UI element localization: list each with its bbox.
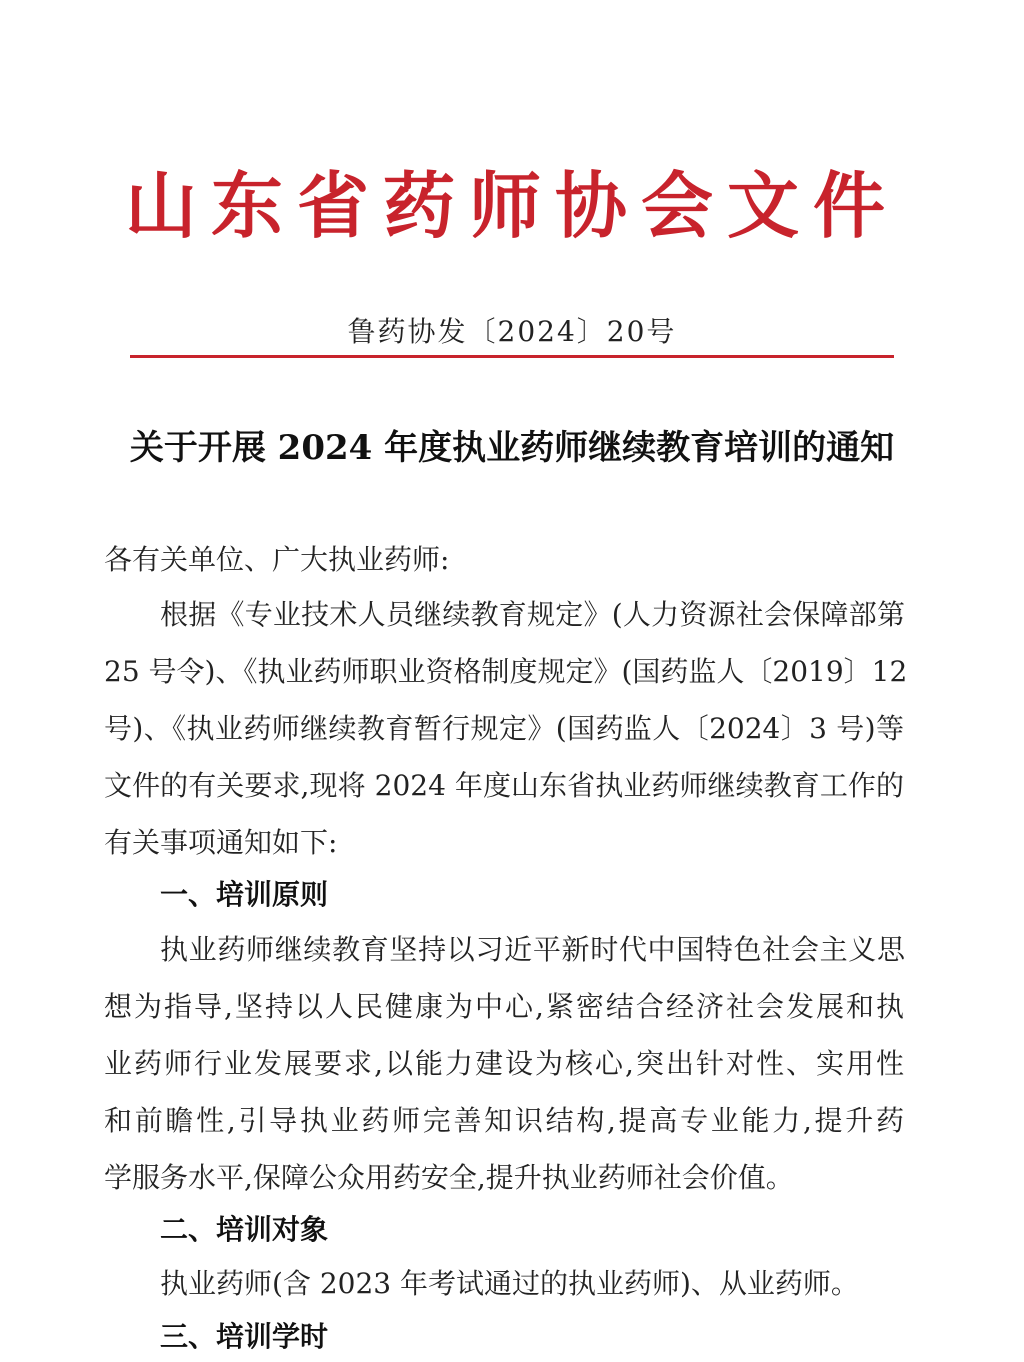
document-number: 鲁药协发〔2024〕20号 [347,315,677,348]
notice-title: 关于开展 2024 年度执业药师继续教育培训的通知 [129,428,895,468]
document-header-title: 山东省药师协会文件 [124,163,899,248]
section-line: 业药师行业发展要求,以能力建设为核心,突出针对性、实用性 [104,1047,904,1080]
red-divider-line [130,355,894,358]
section-line: 想为指导,坚持以人民健康为中心,紧密结合经济社会发展和执 [104,990,904,1023]
intro-line: 号)、《执业药师继续教育暂行规定》(国药监人〔2024〕3 号)等 [104,712,904,745]
section-line: 和前瞻性,引导执业药师完善知识结构,提高专业能力,提升药 [104,1104,904,1137]
intro-line: 有关事项通知如下: [104,826,338,859]
section-heading: 三、培训学时 [160,1320,329,1353]
section-line: 学服务水平,保障公众用药安全,提升执业药师社会价值。 [104,1161,794,1194]
section-heading: 二、培训对象 [160,1213,329,1246]
intro-line: 根据《专业技术人员继续教育规定》(人力资源社会保障部第 [160,598,905,631]
salutation: 各有关单位、广大执业药师: [104,543,450,576]
section-line: 执业药师继续教育坚持以习近平新时代中国特色社会主义思 [160,933,905,966]
intro-line: 文件的有关要求,现将 2024 年度山东省执业药师继续教育工作的 [104,769,904,802]
section-line: 执业药师(含 2023 年考试通过的执业药师)、从业药师。 [160,1267,859,1300]
intro-line: 25 号令)、《执业药师职业资格制度规定》(国药监人〔2019〕12 [104,655,908,688]
section-heading: 一、培训原则 [160,878,329,911]
